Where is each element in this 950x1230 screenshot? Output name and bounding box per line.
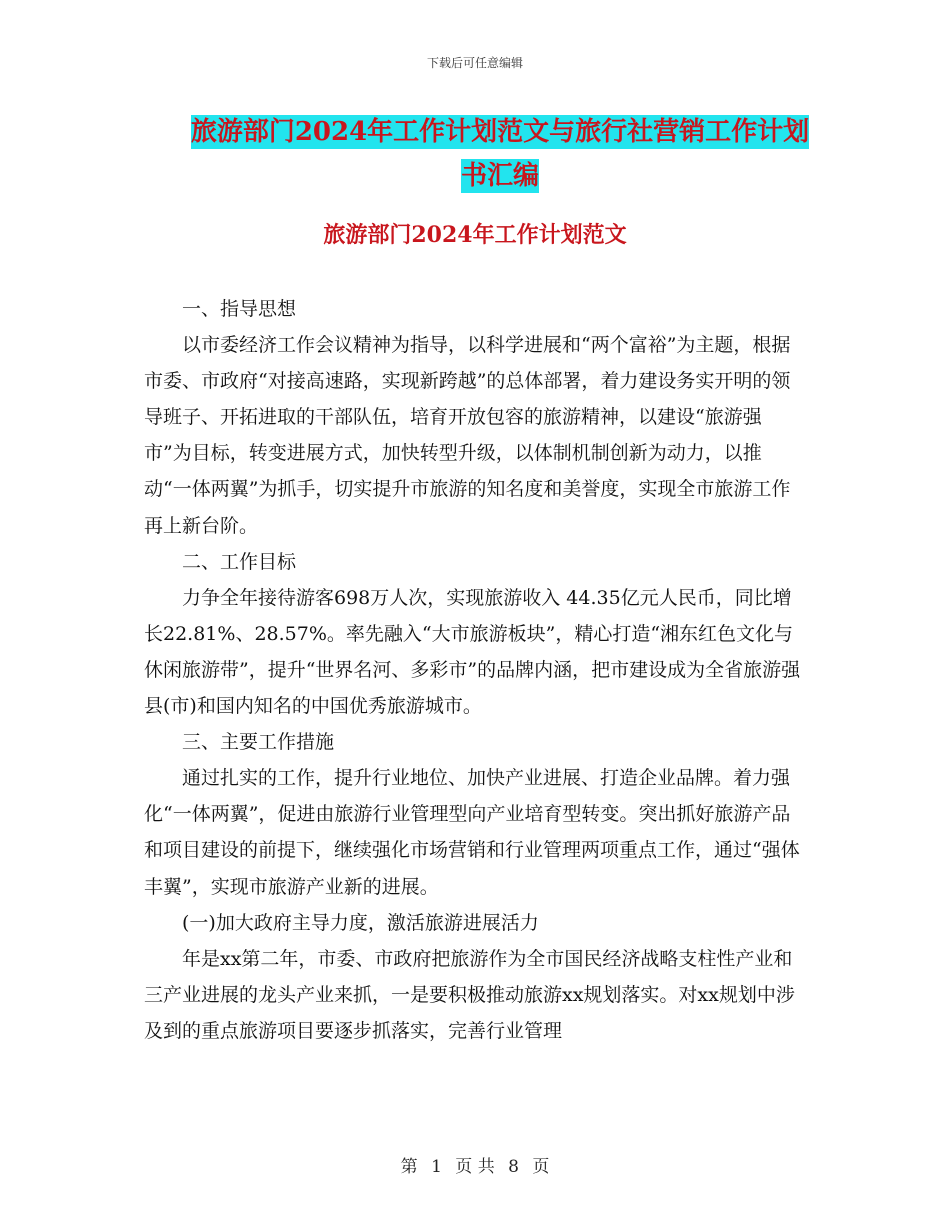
footer-total-pages: 8 [508,1157,519,1177]
paragraph-guiding-thought: 以市委经济工作会议精神为指导，以科学进展和“两个富裕”为主题，根据市委、市政府“对接高速路，实现新跨越”的总体部署，着力建设务实开明的领导班子、开拓进取的干部队伍，培育开放包容的旅游精神，以建设“旅游强市”为目标，转变进展方式，加快转型升级，以体制机制创新为动力，以推动“一体两翼”为抓手，切实提升市旅游的知名度和美誉度，实现全市旅游工作再上新台阶。 [144,334,791,537]
page-footer [0,1152,950,1177]
heading-work-goals: 二、工作目标 [182,550,297,573]
paragraph-government-lead: 年是xx第二年，市委、市政府把旅游作为全市国民经济战略支柱性产业和三产业进展的龙头产业来抓，一是要积极推动旅游xx规划落实。对xx规划中涉及到的重点旅游项目要逐步抓落实，完善行业管理 [144,947,795,1042]
paragraph-main-measures: 通过扎实的工作，提升行业地位、加快产业进展、打造企业品牌。着力强化“一体两翼”，促进由旅游行业管理型向产业培育型转变。突出抓好旅游产品和项目建设的前提下，继续强化市场营销和行业管理两项重点工作，通过“强体丰翼”，实现市旅游产业新的进展。 [144,767,800,898]
footer-page-number: 1 [431,1157,442,1177]
footer-prefix: 第 [400,1157,418,1177]
heading-main-measures: 三、主要工作措施 [182,731,335,754]
document-title [150,110,850,198]
footer-middle: 页 共 [455,1157,495,1177]
heading-guiding-thought: 一、指导思想 [182,298,297,320]
section-title: 旅游部门2024年工作计划范文 [323,222,627,248]
footer-suffix: 页 [532,1157,550,1177]
subheading-government-lead: (一)加大政府主导力度，激活旅游进展活力 [182,911,539,934]
document-title-line1: 旅游部门2024年工作计划范文与旅行社营销工作计划 [190,117,810,147]
document-title-line2: 书汇编 [460,161,539,191]
header-note: 下载后可任意编辑 [426,56,523,70]
document-body [144,291,804,1049]
paragraph-work-goals: 力争全年接待游客698万人次，实现旅游收入 44.35亿元人民币，同比增长22.81%、28.57%。率先融入“大市旅游板块”，精心打造“湘东红色文化与休闲旅游带”，提升“世界名河、多彩市”的品牌内涵，把市建设成为全省旅游强县(市)和国内知名的中国优秀旅游城市。 [144,586,801,718]
